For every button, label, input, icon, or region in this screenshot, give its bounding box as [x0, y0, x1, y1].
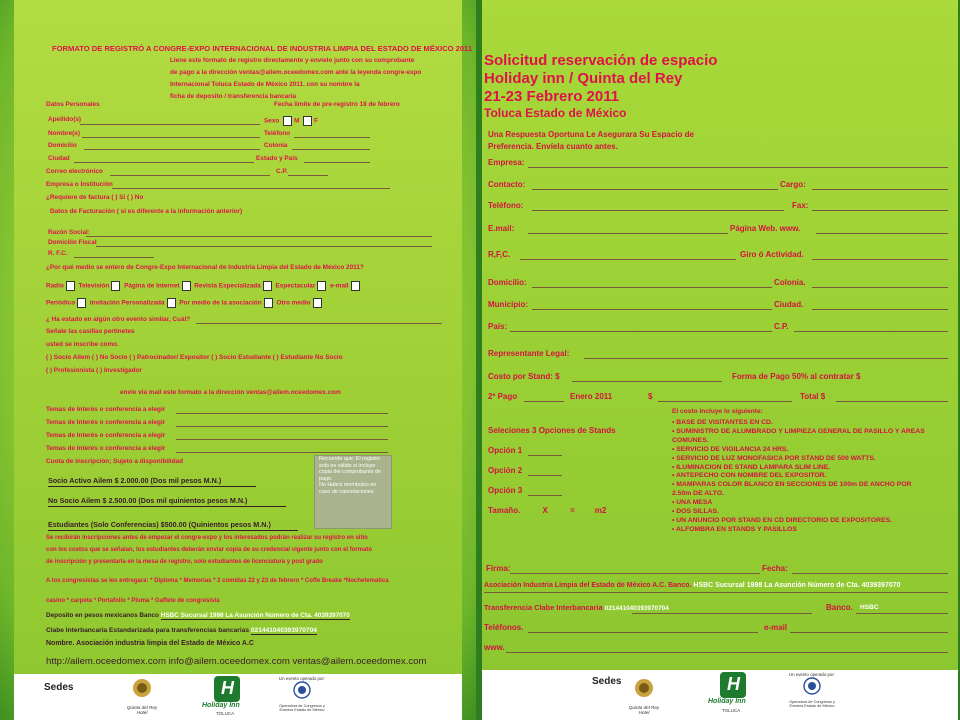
note-2: con los costos que se señalan, los estudiantes deberán enviar copia de su credencial vigente junto con el formato: [46, 547, 373, 553]
rfc-label: R. F.C.: [48, 250, 68, 257]
medio-espectacular-label: Espectacular: [275, 282, 316, 290]
intro-line-4: ficha de deposito / transferencia bancaria: [170, 93, 297, 100]
incluye-item: • ANTEPECHO CON NOMBRE DEL EXPOSITOR.: [672, 472, 827, 480]
tv-checkbox[interactable]: [111, 281, 120, 291]
contacto-input[interactable]: [532, 189, 778, 190]
ciudad-label: Ciudad.: [774, 300, 804, 309]
price-socio: Socio Activo Ailem $ 2.000.00 (Dos mil pesos M.N.): [48, 476, 222, 485]
deposito-label: Deposito en pesos mexicanos Banco: [46, 612, 159, 619]
cp-label: C.P.: [774, 322, 789, 331]
note-line: solo es válido si incluye: [319, 462, 376, 469]
espectacular-checkbox[interactable]: [317, 281, 326, 291]
tema-2-label: Temas de Interés o conferencia a elegir: [46, 419, 166, 426]
holiday-label-2: Holiday Inn: [708, 698, 746, 705]
empresa-input[interactable]: [528, 167, 948, 168]
asociacion-label: Asociación Industria Limpia del Estado de México A.C. Banco.: [484, 582, 692, 589]
banco-underline: [856, 613, 948, 614]
cargo-input[interactable]: [812, 189, 948, 190]
incluye-heading: El costo incluye lo siguiente:: [672, 408, 763, 415]
email-2-input[interactable]: [790, 632, 948, 633]
evento-label-2: Un evento operado por:: [788, 672, 836, 677]
incluye-item: COMUNES.: [672, 436, 709, 444]
tema-4-input[interactable]: [176, 452, 388, 453]
telefonos-label: Teléfonos.: [484, 623, 524, 632]
sexo-m-checkbox[interactable]: [283, 116, 292, 126]
field-ciudad-label: Ciudad: [48, 155, 70, 162]
email-checkbox[interactable]: [351, 281, 360, 291]
contact-links[interactable]: http://ailem.oceedomex.com info@ailem.oceedomex.com ventas@ailem.oceedomex.com: [46, 656, 427, 667]
radio-checkbox[interactable]: [66, 281, 75, 291]
costo-stand-label: Costo por Stand: $: [488, 372, 560, 381]
incluye-item: • BASE DE VISITANTES EN CD.: [672, 419, 773, 426]
medio-revista-label: Revista Especializada: [194, 282, 261, 290]
banco-label: Banco.: [826, 603, 853, 612]
senale-text: Señale las casillas pertinetes: [46, 328, 135, 335]
fecha-input[interactable]: [792, 573, 948, 574]
segundo-pago-label: 2º Pago: [488, 392, 518, 401]
telefono-label: Teléfono:: [488, 201, 524, 210]
dollar-label: $: [648, 392, 653, 401]
clabe-label: Clabe Interbancaria Estandarizada para transferencias bancarias: [46, 627, 250, 634]
total-input[interactable]: [836, 401, 948, 402]
incluye-item: • DOS SILLAS.: [672, 508, 719, 516]
operadora-logo-2: [782, 672, 842, 718]
colonia-input[interactable]: [812, 287, 948, 288]
incluye-item: • MAMPARAS COLOR BLANCO EN SECCIONES DE 100m DE ANCHO POR: [672, 481, 912, 489]
rfc-input[interactable]: [74, 257, 154, 258]
transferencia-underline: [632, 613, 812, 614]
correo-input[interactable]: [110, 175, 270, 176]
fax-label: Fax:: [792, 201, 809, 210]
email-label: E.mail:: [488, 224, 515, 233]
fax-input[interactable]: [812, 210, 948, 211]
field-apellido-label: Apellido(s): [48, 116, 82, 123]
note-box: [314, 455, 392, 529]
domicilio-input[interactable]: [532, 287, 772, 288]
holiday-inn-logo-2: [702, 672, 762, 718]
note-3: de inscripción y presentarla en la mesa de registro, solo estudiantes de licenciatura y post grado: [46, 559, 323, 565]
incluye-item: • ALFOMBRA EN STANDS Y PASILLOS: [672, 525, 797, 533]
incluye-item: • UN ANUNCIO POR STAND EN CD DIRECTORIO DE EXPOSITORES.: [672, 516, 893, 524]
invitacion-checkbox[interactable]: [167, 298, 176, 308]
price-no-socio-underline: [48, 506, 286, 507]
reservation-panel: [482, 0, 958, 720]
quinta-label-2: Quinta del Rey Hotel: [628, 705, 660, 715]
incluye-item: • UNA MESA: [672, 499, 713, 507]
operadora-logo: [272, 676, 332, 718]
segundo-pago-monto-input[interactable]: [658, 401, 792, 402]
tema-1-input[interactable]: [176, 413, 388, 414]
field-empresa-label: Empresa o Institución: [46, 181, 113, 188]
opcion-1-label: Opción 1: [488, 446, 523, 455]
globe-icon: [272, 681, 332, 699]
colonia-input[interactable]: [292, 149, 370, 150]
footer-logos-bar-2: [482, 670, 958, 720]
sedes-label: Sedes: [44, 682, 74, 693]
medio-radio-label: Radio: [46, 282, 64, 290]
tema-4-label: Temas de Interés o conferencia a elegir: [46, 445, 166, 452]
rfc-input[interactable]: [520, 259, 736, 260]
note-line: caso de cancelaciones: [319, 488, 374, 495]
registration-form-page: [0, 0, 476, 720]
reservation-title-3: 21-23 Febrero 2011: [484, 88, 620, 105]
transferencia-value: 021441040393970704: [604, 605, 669, 612]
toluca-label: TOLUCA: [216, 711, 235, 716]
facturacion-heading: Datos de Facturación ( si es diferente a la información anterior): [50, 208, 243, 215]
tema-2-input[interactable]: [176, 426, 388, 427]
tema-3-label: Temas de Interés o conferencia a elegir: [46, 432, 166, 439]
note-4: A los congresistas se les entregara: * Diploma * Memorias * 2 comidas 22 y 23 de febrero * Coffe Breake *Nochetematica: [46, 578, 389, 584]
crown-icon: [626, 676, 662, 700]
revista-checkbox[interactable]: [263, 281, 272, 291]
forma-pago-label: Forma de Pago 50% al contratar $: [732, 372, 861, 381]
sexo-f-label: F: [314, 117, 319, 125]
intro-line-3: Internacional Toluca Estado de México 2011. con su nombre la: [170, 81, 360, 88]
ciudad-input[interactable]: [74, 162, 254, 163]
domicilio-input[interactable]: [84, 149, 260, 150]
nombre-asociacion: Nombre. Asociación industria limpia del Estado de México A.C: [46, 640, 254, 647]
personal-heading: Datos Personales: [46, 101, 100, 108]
note-1: Se recibirán inscripciones antes de empezar el congre-expo y los interesados podrán realizar su registro en sitio: [46, 535, 368, 541]
incluye-item: 2.50m DE ALTO.: [672, 490, 724, 498]
medio-tv-label: Televisión: [78, 282, 110, 290]
cargo-label: Cargo:: [780, 180, 806, 189]
domicilio-label: Domicilio:: [488, 278, 527, 287]
cp-input[interactable]: [288, 175, 328, 176]
reservation-title-2: Holiday inn / Quinta del Rey: [484, 70, 683, 87]
transferencia-row: [484, 603, 669, 612]
razon-label: Razón Social:: [48, 229, 90, 236]
www-label: www.: [484, 643, 505, 652]
evento-label: Un evento operado por:: [278, 676, 326, 681]
reservation-subtitle-2: Preferencia. Envíela cuanto antes.: [488, 142, 618, 151]
footer-logos-bar: [14, 674, 462, 720]
reservation-title-4: Toluca Estado de México: [484, 106, 627, 120]
www-input[interactable]: [506, 652, 948, 653]
price-estudiante-underline: [48, 530, 298, 531]
enero-label: Enero 2011: [570, 392, 613, 401]
incluye-item: • SERVICIO DE VIGILANCIA 24 HRS.: [672, 445, 789, 453]
field-domicilio-label: Domicilio: [48, 142, 77, 149]
price-estudiante: Estudiantes (Solo Conferencias) $500.00 (Quinientos pesos M.N.): [48, 520, 271, 529]
representante-label: Representante Legal:: [488, 349, 570, 358]
medios-row-1: [46, 281, 362, 291]
operadora-label: Operadora de Congresos y Eventos Estado de México: [279, 704, 325, 713]
web-input[interactable]: [816, 233, 948, 234]
reservation-subtitle-1: Una Respuesta Oportuna Le Asegurara Su Espacio de: [488, 130, 694, 139]
clabe-value: 021441040393970704: [250, 627, 317, 634]
web-label: Página Web. www.: [730, 224, 801, 233]
evento-question: ¿ Ha estado en algún otro evento similar, Cuál?: [46, 316, 191, 323]
note-5: casino * carpeta * Portafolio * Pluma * Gaffete de congresista: [46, 598, 220, 604]
telefonos-input[interactable]: [528, 632, 758, 633]
sexo-group: [264, 116, 318, 126]
deposito-row: [46, 612, 350, 619]
domicilio-fiscal-input[interactable]: [96, 246, 432, 247]
municipio-label: Municipio:: [488, 300, 528, 309]
medio-internet-label: Página de Internet: [124, 282, 180, 290]
estado-input[interactable]: [304, 162, 370, 163]
pais-label: País:: [488, 322, 508, 331]
asociacion-value: HSBC Sucursal 1998 La Asunción Número de Cta. 4039397070: [693, 582, 901, 589]
telefono-input[interactable]: [294, 137, 370, 138]
colonia-label: Colonia.: [774, 278, 806, 287]
firma-label: Firma:: [486, 564, 511, 573]
field-estado-label: Estado y País: [256, 155, 298, 162]
periodico-checkbox[interactable]: [77, 298, 86, 308]
quinta-del-rey-logo-2: [626, 676, 662, 718]
tema-1-label: Temas de Interés o conferencia a elegir: [46, 406, 166, 413]
asociacion-row: [484, 582, 901, 589]
incluye-list: [672, 419, 925, 535]
incluye-item: • SERVICIO DE LUZ MONOFASICA POR STAND DE 500 WATTS.: [672, 454, 876, 462]
transferencia-label: Transferencia Clabe Interbancaria: [484, 603, 603, 612]
price-no-socio: No Socio Ailem $ 2.500.00 (Dos mil quinientos pesos M.N.): [48, 496, 248, 505]
note-line: copia del comprobante de: [319, 469, 382, 476]
ciudad-input[interactable]: [812, 309, 948, 310]
internet-checkbox[interactable]: [182, 281, 191, 291]
opcion-3-input[interactable]: [528, 495, 562, 496]
holiday-inn-h-icon: H: [720, 672, 746, 698]
medio-asociacion-label: Por medio de la asociación: [179, 299, 262, 307]
apellido-input[interactable]: [80, 124, 260, 125]
holiday-inn-logo: [196, 676, 256, 718]
tamano-row[interactable]: Tamaño. X = m2: [488, 506, 607, 515]
sedes-label-2: Sedes: [592, 676, 622, 687]
asociacion-checkbox[interactable]: [264, 298, 273, 308]
field-correo-label: Correo electrónico: [46, 168, 103, 175]
nombre-input[interactable]: [82, 137, 260, 138]
reservation-title-1: Solicitud reservación de espacio: [484, 52, 718, 69]
operadora-label-2: Operadora de Congresos y Eventos Estado de México: [789, 700, 835, 709]
price-socio-underline: [48, 486, 256, 487]
contacto-label: Contacto:: [488, 180, 526, 189]
quinta-del-rey-logo: [124, 676, 160, 718]
fecha-label: Fecha:: [762, 564, 788, 573]
costo-stand-input[interactable]: [572, 381, 722, 382]
field-cp-label: C.P.: [276, 168, 288, 175]
incluye-item: • ILUMINACION DE STAND LAMPARA SLIM LINE.: [672, 463, 831, 471]
inscribe-options-1[interactable]: ( ) Socio Ailem ( ) No Socio ( ) Patrocinador/ Expositor ( ) Socio Estudiante ( ) Estudiante No Socio: [46, 354, 343, 361]
cuota-text: Cuota de inscripción; Sujeto a disponibilidad: [46, 458, 184, 465]
sexo-f-checkbox[interactable]: [303, 116, 312, 126]
stand-reservation-page: [482, 0, 958, 720]
representante-input[interactable]: [584, 358, 948, 359]
intro-line-2: de pago a la dirección ventas@ailem.oceedomex.com ante la leyenda congre-expo: [170, 69, 422, 76]
field-telefono-label: Teléfono: [264, 130, 291, 137]
opcion-2-label: Opción 2: [488, 466, 523, 475]
sexo-m-label: M: [294, 117, 300, 125]
opcion-2-input[interactable]: [528, 475, 562, 476]
giro-label: Giro ó Actividad.: [740, 250, 804, 259]
cp-input[interactable]: [794, 331, 948, 332]
form-panel: [14, 0, 473, 720]
opcion-3-label: Opción 3: [488, 486, 523, 495]
email-2-label: e-mail: [764, 623, 788, 632]
rfc-label: R,F,C.: [488, 250, 511, 259]
evento-input[interactable]: [196, 323, 442, 324]
usted-text: usted se inscribe como.: [46, 341, 119, 348]
banco-value: HSBC: [860, 604, 879, 611]
opcion-1-input[interactable]: [528, 455, 562, 456]
envie-text: envíe vía mail este formato a la dirección ventas@ailem.oceedomex.com: [120, 389, 341, 396]
medio-otro-label: Otro medio: [276, 299, 311, 307]
municipio-input[interactable]: [532, 309, 772, 310]
medios-row-2: [46, 298, 324, 308]
pais-input[interactable]: [510, 331, 772, 332]
field-colonia-label: Colonia: [264, 142, 288, 149]
factura-question[interactable]: ¿Requiere de factura ( ) Si ( ) No: [46, 194, 144, 201]
form-title: FORMATO DE REGISTRÓ A CONGRE-EXPO INTERNACIONAL DE INDUSTRIA LIMPIA DEL ESTADO DE MÉXICO 2011: [52, 44, 473, 53]
razon-input[interactable]: [86, 236, 432, 237]
incluye-item: • SUMINISTRO DE ALUMBRADO Y LIMPIEZA GENERAL DE PASILLO Y AREAS: [672, 427, 925, 435]
globe-icon: [782, 677, 842, 695]
crown-icon: [124, 676, 160, 700]
telefono-input[interactable]: [532, 210, 784, 211]
note-line: Recuerde que: El registro: [319, 456, 381, 462]
intro-line-1: Llene este formato de registro directamente y envíelo junto con su comprobante: [170, 57, 415, 64]
deposito-value: HSBC Sucursal 1998 La Asunción Número de Cta. 4039397070: [160, 612, 350, 619]
note-line: No Habrá reembolso en: [319, 482, 377, 489]
quinta-label: Quinta del Rey Hotel: [126, 705, 158, 715]
medio-email-label: e-mail: [330, 282, 349, 290]
field-nombre-label: Nombre(s): [48, 130, 80, 137]
holiday-label: Holiday Inn: [202, 702, 240, 709]
total-label: Total $: [800, 392, 826, 401]
deadline-text: Fecha limite de pre-registro 18 de febrero: [274, 101, 400, 108]
email-input[interactable]: [528, 233, 728, 234]
segundo-pago-input[interactable]: [524, 401, 564, 402]
medio-invitacion-label: Invitación Personalizada: [89, 299, 165, 307]
holiday-inn-h-icon: H: [214, 676, 240, 702]
empresa-input[interactable]: [112, 188, 390, 189]
firma-input[interactable]: [510, 573, 760, 574]
empresa-label: Empresa:: [488, 158, 525, 167]
toluca-label-2: TOLUCA: [722, 708, 741, 713]
asociacion-underline: [484, 592, 948, 593]
giro-input[interactable]: [812, 259, 948, 260]
clabe-row: [46, 627, 317, 634]
medio-periodico-label: Periódico: [46, 299, 76, 307]
medio-question: ¿Por qué medio se entero de Congre-Expo Internacional de Industria Limpia del Estado de México 2011?: [46, 264, 364, 271]
opciones-heading: Seleciones 3 Opciones de Stands: [488, 426, 616, 435]
inscribe-options-2[interactable]: ( ) Profesionista ( ) Investigador: [46, 367, 142, 374]
domicilio-fiscal-label: Domicilio Fiscal: [48, 239, 97, 246]
tema-3-input[interactable]: [176, 439, 388, 440]
field-sexo-label: Sexo: [264, 117, 280, 125]
note-line: pago.: [319, 475, 333, 482]
otro-checkbox[interactable]: [313, 298, 322, 308]
